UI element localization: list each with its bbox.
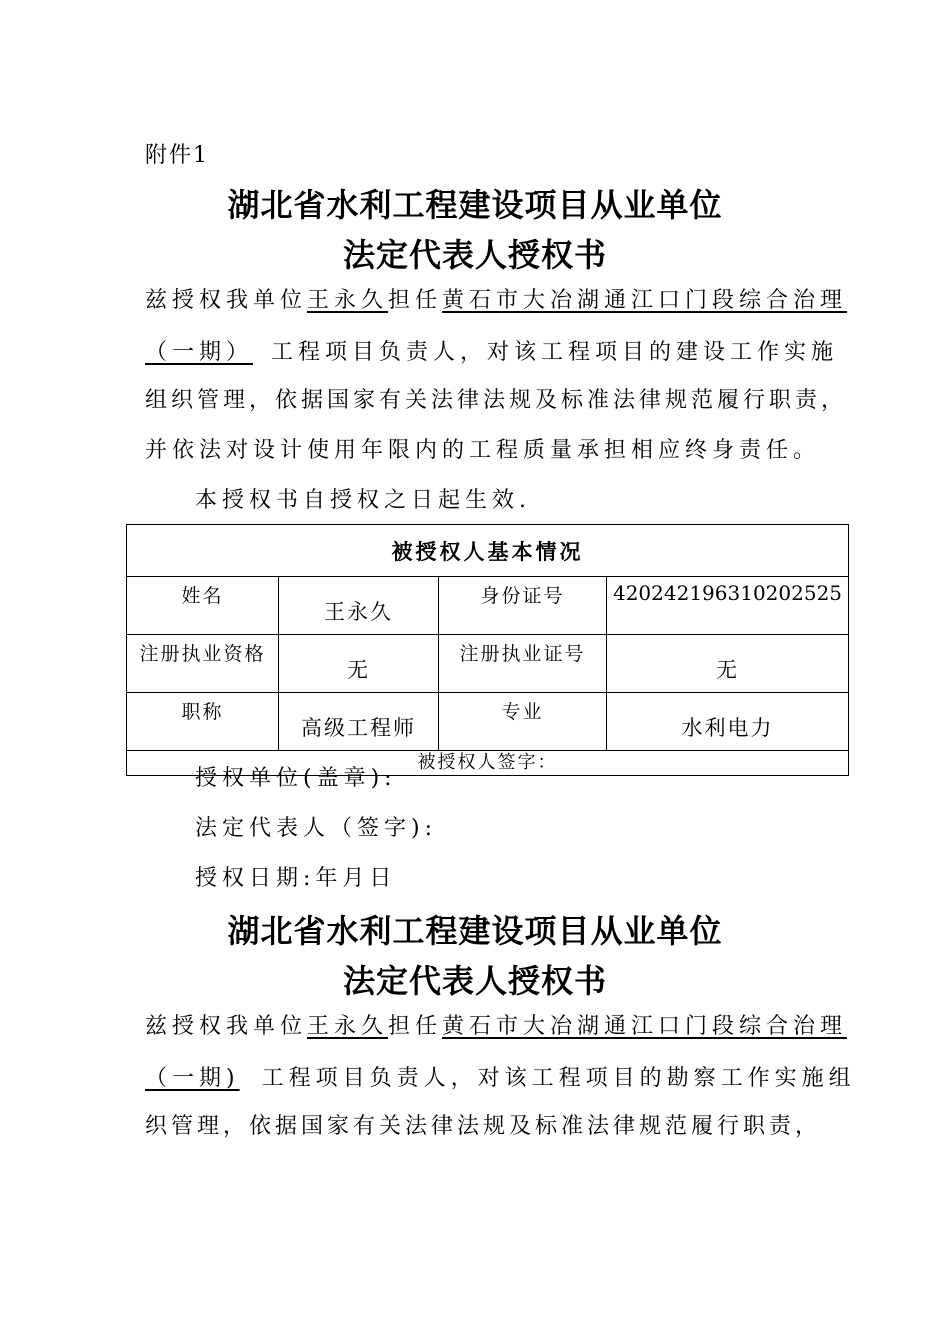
qualification-label: 注册执业资格 [127, 635, 279, 693]
authorizing-unit: 授权单位(盖章): [195, 766, 397, 791]
certificate-number-label: 注册执业证号 [439, 635, 607, 693]
qualification-value: 无 [279, 635, 439, 693]
authorized-person: 王永久 [307, 288, 389, 313]
certificate-number-value: 无 [607, 635, 849, 693]
authorization-prefix: 兹授权我单位 [145, 1014, 308, 1039]
authorized-person-table [126, 524, 849, 776]
paragraph-line-1 [145, 1012, 847, 1042]
title-value: 高级工程师 [279, 693, 439, 751]
document-title-line2: 法定代表人授权书 [342, 962, 607, 1000]
authorized-person: 王永久 [307, 1014, 389, 1039]
project-name: 黄石市大冶湖通江口门段综合治理 [442, 1014, 848, 1039]
paragraph-line-2 [145, 1064, 856, 1094]
name-value: 王永久 [279, 577, 439, 635]
table-row [127, 577, 849, 635]
name-label: 姓名 [127, 577, 279, 635]
authorization-role: 担任 [388, 288, 443, 313]
authorization-date: 授权日期:年月日 [195, 866, 397, 891]
legal-representative: 法定代表人（签字): [195, 816, 437, 841]
project-phase: （一期） [145, 340, 254, 365]
paragraph-line-1 [145, 286, 847, 316]
paragraph-line-2 [145, 338, 838, 368]
title-label: 职称 [127, 693, 279, 751]
paragraph-line-3: 织管理，依据国家有关法律法规及标准法律规范履行职责， [145, 1114, 822, 1139]
id-number-label: 身份证号 [439, 577, 607, 635]
signature-row: 被授权人签字： [127, 751, 849, 776]
document-title-line2: 法定代表人授权书 [342, 236, 607, 274]
table-row [127, 693, 849, 751]
document-title-line1: 湖北省水利工程建设项目从业单位 [227, 912, 723, 950]
attachment-label: 附件1 [145, 143, 209, 168]
paragraph-text: 工程项目负责人，对该工程项目的勘察工作实施组 [261, 1066, 856, 1091]
project-name: 黄石市大冶湖通江口门段综合治理 [442, 288, 848, 313]
document-title-line1: 湖北省水利工程建设项目从业单位 [227, 186, 723, 224]
paragraph-text: 工程项目负责人，对该工程项目的建设工作实施 [271, 340, 839, 365]
paragraph-line-4: 并依法对设计使用年限内的工程质量承担相应终身责任。 [145, 438, 821, 463]
authorization-role: 担任 [388, 1014, 443, 1039]
project-phase: （一期) [145, 1066, 240, 1091]
specialty-label: 专业 [439, 693, 607, 751]
authorization-prefix: 兹授权我单位 [145, 288, 308, 313]
id-number-value: 420242196310202525 [607, 577, 849, 635]
table-header: 被授权人基本情况 [127, 525, 849, 577]
table-row [127, 635, 849, 693]
effective-statement: 本授权书自授权之日起生效. [195, 488, 531, 513]
paragraph-line-3: 组织管理，依据国家有关法律法规及标准法律规范履行职责， [145, 388, 848, 413]
specialty-value: 水利电力 [607, 693, 849, 751]
